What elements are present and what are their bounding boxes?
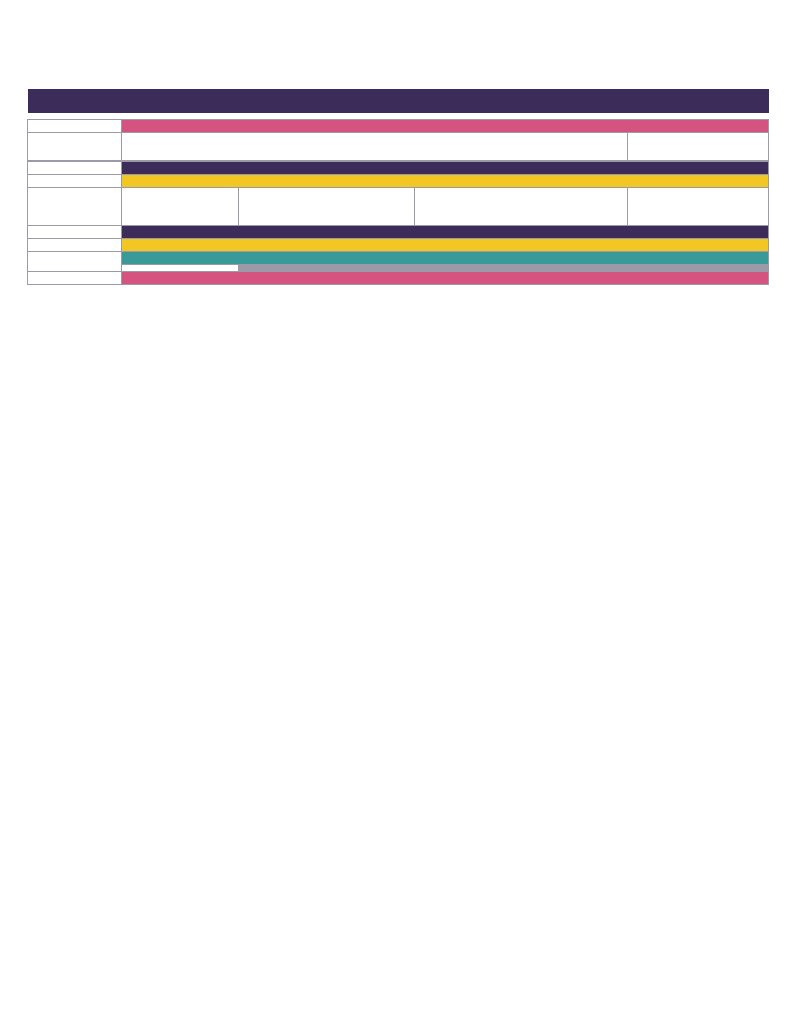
time-cell (28, 188, 122, 226)
session-band-row (28, 175, 769, 188)
table-header-row (28, 89, 769, 113)
details-cell (239, 188, 415, 226)
time-cell (28, 133, 122, 161)
place-cell (628, 188, 769, 226)
session-band-row (28, 120, 769, 133)
agenda-row (28, 188, 769, 226)
band-label (122, 239, 769, 252)
session-band-row (28, 239, 769, 252)
time-cell (28, 175, 122, 188)
activity-cell (122, 188, 239, 226)
header-expertos (415, 89, 628, 113)
time-cell (28, 226, 122, 239)
time-cell (28, 162, 122, 175)
time-cell (28, 252, 122, 272)
band-label (122, 252, 769, 265)
time-cell (28, 272, 122, 285)
time-cell (28, 120, 122, 133)
session-band-row (28, 226, 769, 239)
workshops-band-row (28, 252, 769, 265)
welcome-cell (122, 133, 628, 161)
session-band-row (28, 272, 769, 285)
band-label (122, 272, 769, 285)
header-actividad (122, 89, 239, 113)
header-hora (28, 89, 122, 113)
place-cell (628, 133, 769, 161)
band-label (122, 120, 769, 133)
friday-agenda-table (27, 89, 769, 285)
band-label (122, 175, 769, 188)
header-detalles (239, 89, 415, 113)
time-cell (28, 239, 122, 252)
session-band-row (28, 162, 769, 175)
band-label (122, 226, 769, 239)
experts-cell (415, 188, 628, 226)
activity-cell (122, 265, 239, 272)
agenda-row (28, 133, 769, 161)
band-label (122, 162, 769, 175)
header-espacio (628, 89, 769, 113)
